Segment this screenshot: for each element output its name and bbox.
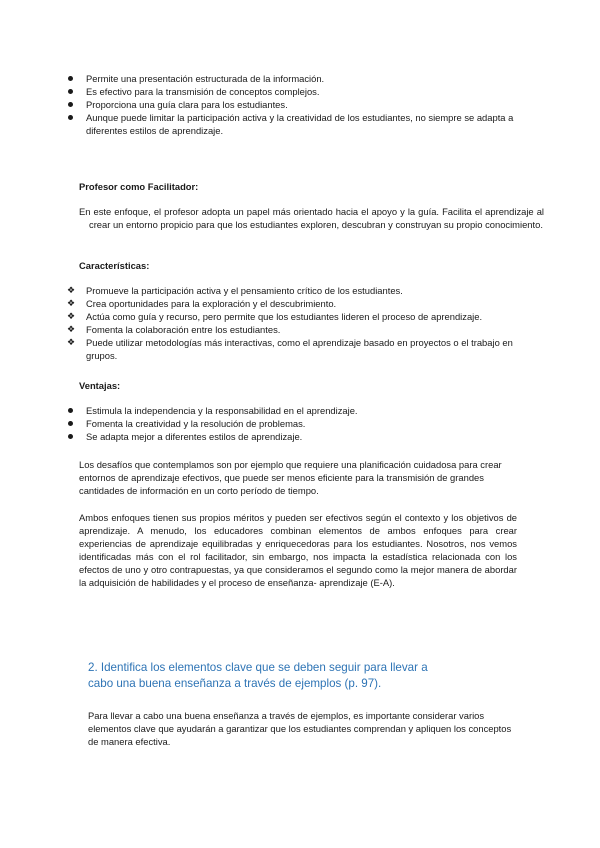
disc-bullet-icon	[68, 421, 73, 426]
question-2-paragraph: Para llevar a cabo una buena enseñanza a través de ejemplos, es importante considerar varios elementos clave que ayudarán a garantizar que los estudiantes comprendan y apliquen los conceptos de manera efectiva.	[88, 710, 512, 747]
list-item: Proporciona una guía clara para los estudiantes.	[68, 98, 548, 111]
caracteristicas-list	[68, 284, 546, 362]
list-item: Es efectivo para la transmisión de conceptos complejos.	[68, 85, 548, 98]
list-item: ❖ Crea oportunidades para la exploración y el descubrimiento.	[67, 298, 337, 309]
desafios-paragraph: Los desafíos que contemplamos son por ejemplo que requiere una planificación cuidadosa para crear entornos de aprendizaje efectivos, que puede ser menos eficiente para la transmisión de grandes cantidades de información en un corto período de tiempo.	[79, 459, 502, 496]
facilitador-heading: Profesor como Facilitador:	[79, 181, 199, 192]
list-item: Fomenta la creatividad y la resolución de problemas.	[68, 417, 546, 430]
list-item: Aunque puede limitar la participación activa y la creatividad de los estudiantes, no siempre se adapta a diferentes estilos de aprendizaje.	[68, 111, 548, 137]
disc-bullet-icon	[68, 434, 73, 439]
list-item: ❖ Actúa como guía y recurso, pero permite que los estudiantes lideren el proceso de aprendizaje.	[67, 311, 483, 322]
diamond-bullet-icon: ❖	[67, 311, 76, 321]
list-item: ❖ Fomenta la colaboración entre los estudiantes.	[67, 324, 281, 335]
disc-bullet-icon	[68, 76, 73, 81]
diamond-bullet-icon: ❖	[67, 337, 76, 347]
disc-bullet-icon	[68, 408, 73, 413]
list-item: Se adapta mejor a diferentes estilos de aprendizaje.	[68, 430, 546, 443]
diamond-bullet-icon: ❖	[67, 298, 76, 308]
list-item: Permite una presentación estructurada de la información.	[68, 72, 548, 85]
enfoques-paragraph: Ambos enfoques tienen sus propios méritos y pueden ser efectivos según el contexto y los objetivos de aprendizaje. A menudo, los educadores combinan elementos de ambos enfoques para crear experiencias de aprendizaje equilibradas y enriquecedoras para los estudiantes. Nosotros, nos vemos identificadas más con el rol facilitador, sin embargo, nos impacta la estadística relacionada con los efectos de uno y otro contrapuestas, ya que consideramos el segundo como la mejor manera de abordar la adquisición de habilidades y el proceso de enseñanza- aprendizaje (E-A).	[79, 512, 517, 588]
intro-list	[68, 72, 548, 137]
list-item: ❖ Puede utilizar metodologías más interactivas, como el aprendizaje basado en proyectos o el trabajo en grupos.	[67, 337, 513, 361]
diamond-bullet-icon: ❖	[67, 324, 76, 334]
ventajas-list	[68, 404, 546, 443]
ventajas-heading: Ventajas:	[79, 380, 121, 391]
facilitador-intro: En este enfoque, el profesor adopta un papel más orientado hacia el apoyo y la guía. Facilita el aprendizaje al crear un entorno propicio para que los estudiantes exploren, descubran y construyan su propio conocimiento.	[79, 206, 544, 230]
diamond-bullet-icon: ❖	[67, 285, 76, 295]
list-item: ❖ Promueve la participación activa y el pensamiento crítico de los estudiantes.	[67, 285, 403, 296]
question-2-heading: 2. Identifica los elementos clave que se deben seguir para llevar a cabo una buena enseñanza a través de ejemplos (p. 97).	[88, 661, 428, 690]
list-item: Estimula la independencia y la responsabilidad en el aprendizaje.	[68, 404, 546, 417]
disc-bullet-icon	[68, 89, 73, 94]
disc-bullet-icon	[68, 115, 73, 120]
disc-bullet-icon	[68, 102, 73, 107]
caracteristicas-heading: Características:	[79, 260, 150, 271]
